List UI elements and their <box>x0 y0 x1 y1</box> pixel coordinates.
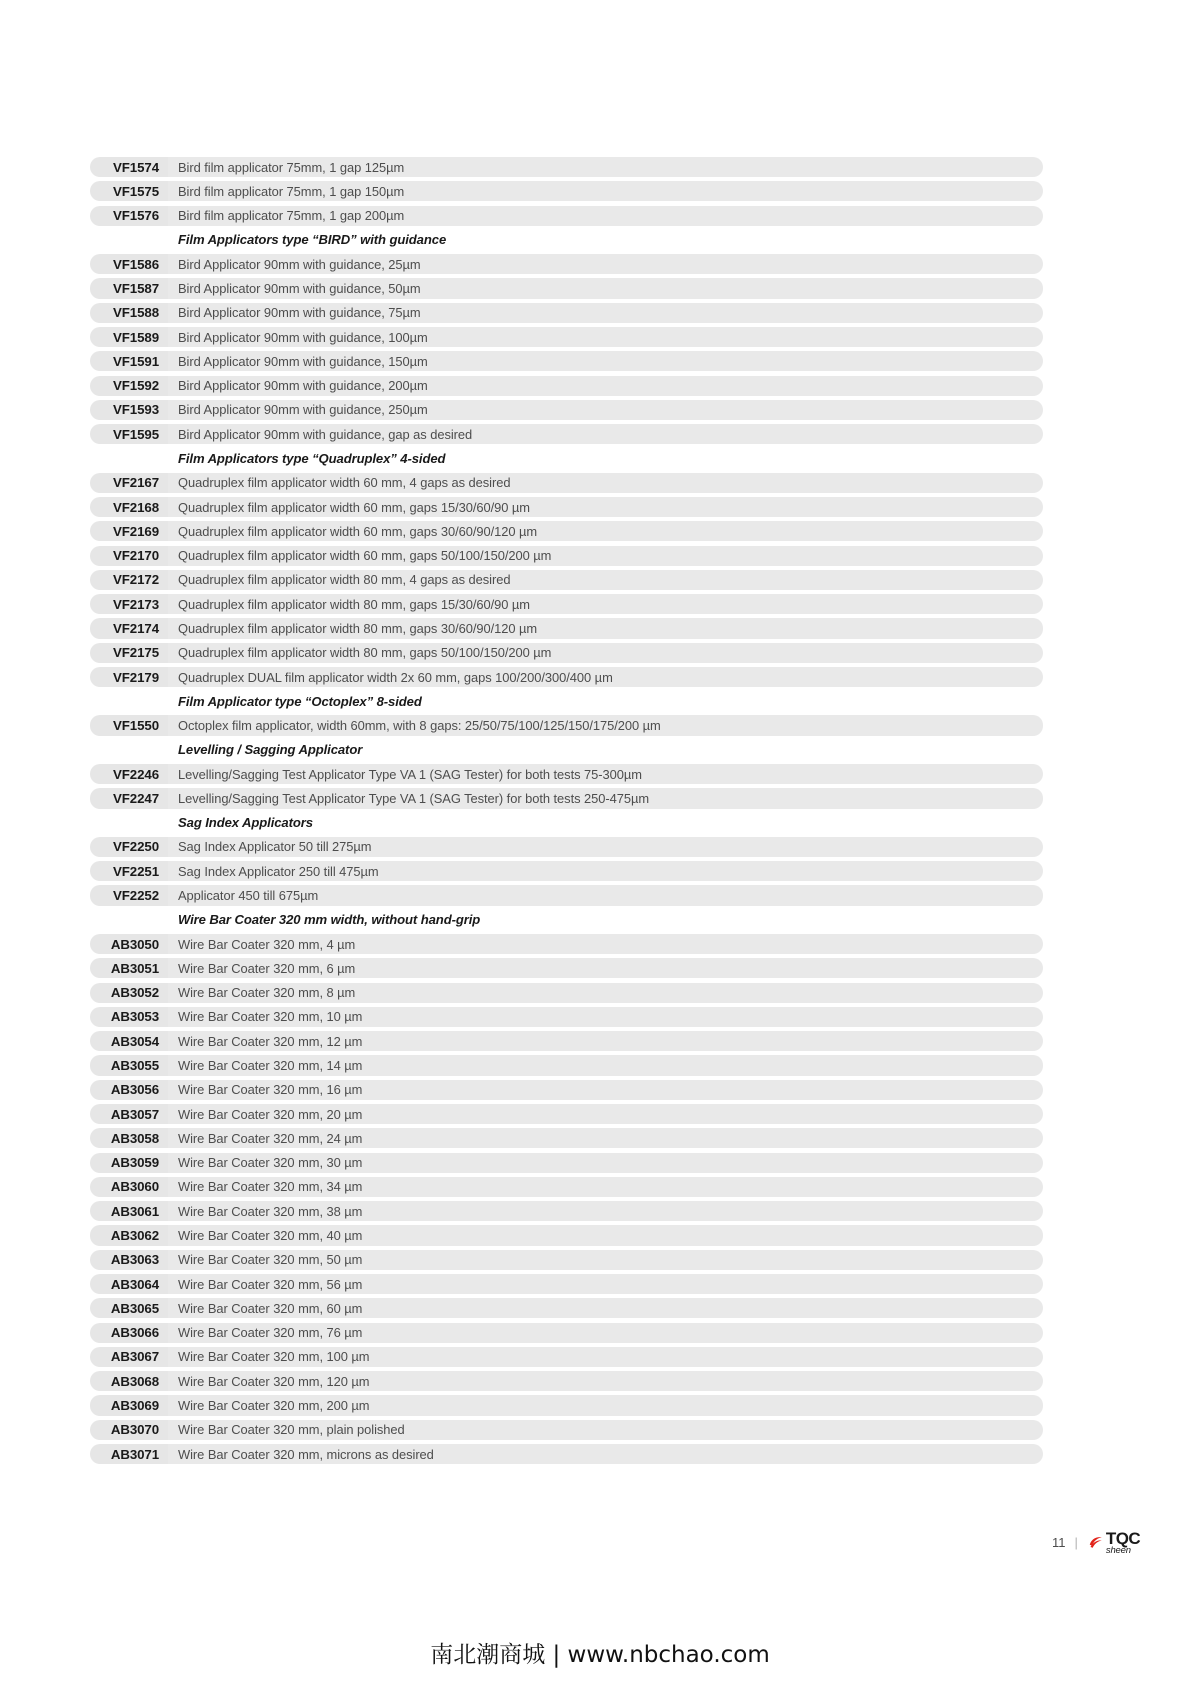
table-row <box>90 351 1043 371</box>
table-row <box>90 643 1043 663</box>
product-description: Quadruplex film applicator width 60 mm, 4 gaps as desired <box>168 473 1043 493</box>
product-description: Quadruplex film applicator width 80 mm, gaps 15/30/60/90 µm <box>168 594 1043 614</box>
product-description: Levelling/Sagging Test Applicator Type VA 1 (SAG Tester) for both tests 75-300µm <box>168 764 1043 784</box>
product-description: Wire Bar Coater 320 mm, 16 µm <box>168 1080 1043 1100</box>
table-row <box>90 1104 1043 1124</box>
product-description: Bird film applicator 75mm, 1 gap 200µm <box>168 206 1043 226</box>
product-description: Applicator 450 till 675µm <box>168 885 1043 905</box>
product-code: AB3065 <box>90 1298 168 1318</box>
product-code: VF2170 <box>90 546 168 566</box>
table-row <box>90 1055 1043 1075</box>
product-code: AB3052 <box>90 983 168 1003</box>
table-row <box>90 303 1043 323</box>
product-description: Wire Bar Coater 320 mm, 20 µm <box>168 1104 1043 1124</box>
logo-tqc-text: TQC <box>1105 1528 1140 1548</box>
section-header-label: Sag Index Applicators <box>178 815 313 831</box>
product-code <box>90 813 168 833</box>
product-code <box>90 910 168 930</box>
table-row <box>90 254 1043 274</box>
product-code: AB3063 <box>90 1250 168 1270</box>
product-description: Sag Index Applicator 50 till 275µm <box>168 837 1043 857</box>
tqc-sheen-logo <box>1087 1528 1140 1556</box>
product-code <box>90 448 168 468</box>
table-row <box>90 278 1043 298</box>
product-description: Wire Bar Coater 320 mm, microns as desired <box>168 1444 1043 1464</box>
product-description: Quadruplex film applicator width 80 mm, gaps 50/100/150/200 µm <box>168 643 1043 663</box>
table-row <box>90 497 1043 517</box>
product-description: Quadruplex film applicator width 60 mm, gaps 15/30/60/90 µm <box>168 497 1043 517</box>
product-code: AB3061 <box>90 1201 168 1221</box>
table-row <box>90 1274 1043 1294</box>
product-code: VF2173 <box>90 594 168 614</box>
product-description: Wire Bar Coater 320 mm, 34 µm <box>168 1177 1043 1197</box>
product-code: VF2247 <box>90 788 168 808</box>
product-description: Sag Index Applicator 250 till 475µm <box>168 861 1043 881</box>
table-row <box>90 958 1043 978</box>
table-row <box>90 376 1043 396</box>
product-code: AB3050 <box>90 934 168 954</box>
section-header-label: Film Applicators type “BIRD” with guidance <box>178 232 447 248</box>
product-code: AB3070 <box>90 1420 168 1440</box>
product-description: Wire Bar Coater 320 mm, 30 µm <box>168 1153 1043 1173</box>
table-row <box>90 181 1043 201</box>
site-watermark: 南北潮商城 | www.nbchao.com <box>430 1642 770 1668</box>
table-row <box>90 206 1043 226</box>
table-row <box>90 546 1043 566</box>
section-header-row <box>90 740 1043 760</box>
product-description: Bird Applicator 90mm with guidance, 75µm <box>168 303 1043 323</box>
product-description: Wire Bar Coater 320 mm, 6 µm <box>168 958 1043 978</box>
section-header-label: Film Applicators type “Quadruplex” 4-sided <box>178 450 446 466</box>
product-code: AB3068 <box>90 1371 168 1391</box>
product-description: Wire Bar Coater 320 mm, 120 µm <box>168 1371 1043 1391</box>
product-description: Wire Bar Coater 320 mm, 24 µm <box>168 1128 1043 1148</box>
table-row <box>90 1371 1043 1391</box>
page-footer <box>1052 1528 1140 1556</box>
product-description: Wire Bar Coater 320 mm, 8 µm <box>168 983 1043 1003</box>
table-row <box>90 594 1043 614</box>
product-code: AB3051 <box>90 958 168 978</box>
product-code: VF1588 <box>90 303 168 323</box>
product-description: Bird Applicator 90mm with guidance, 50µm <box>168 278 1043 298</box>
table-row <box>90 837 1043 857</box>
product-description: Wire Bar Coater 320 mm, 76 µm <box>168 1323 1043 1343</box>
table-row <box>90 1250 1043 1270</box>
table-row <box>90 1395 1043 1415</box>
product-code: AB3057 <box>90 1104 168 1124</box>
product-description: Quadruplex film applicator width 80 mm, 4 gaps as desired <box>168 570 1043 590</box>
product-code: VF2167 <box>90 473 168 493</box>
product-description: Bird Applicator 90mm with guidance, 100µm <box>168 327 1043 347</box>
product-code: VF1593 <box>90 400 168 420</box>
product-code: VF2179 <box>90 667 168 687</box>
page-number: 11 <box>1052 1535 1066 1551</box>
product-code: VF2246 <box>90 764 168 784</box>
product-description: Bird Applicator 90mm with guidance, 150µm <box>168 351 1043 371</box>
product-code: AB3058 <box>90 1128 168 1148</box>
logo-sheen-text: sheen <box>1105 1544 1131 1556</box>
product-code: VF1574 <box>90 157 168 177</box>
table-row <box>90 157 1043 177</box>
product-code: AB3066 <box>90 1323 168 1343</box>
table-row <box>90 1225 1043 1245</box>
product-code: AB3071 <box>90 1444 168 1464</box>
product-code: VF1586 <box>90 254 168 274</box>
product-code: VF1575 <box>90 181 168 201</box>
product-description: Wire Bar Coater 320 mm, plain polished <box>168 1420 1043 1440</box>
product-code: VF1595 <box>90 424 168 444</box>
product-code: VF2168 <box>90 497 168 517</box>
section-header-row <box>90 813 1043 833</box>
product-code: AB3069 <box>90 1395 168 1415</box>
product-code: VF2169 <box>90 521 168 541</box>
product-code <box>90 740 168 760</box>
table-row <box>90 1347 1043 1367</box>
table-row <box>90 764 1043 784</box>
product-description: Levelling/Sagging Test Applicator Type VA 1 (SAG Tester) for both tests 250-475µm <box>168 788 1043 808</box>
product-description: Quadruplex DUAL film applicator width 2x 60 mm, gaps 100/200/300/400 µm <box>168 667 1043 687</box>
product-description: Wire Bar Coater 320 mm, 200 µm <box>168 1395 1043 1415</box>
swoosh-icon <box>1089 1535 1104 1550</box>
table-row <box>90 400 1043 420</box>
table-row <box>90 861 1043 881</box>
product-description: Wire Bar Coater 320 mm, 14 µm <box>168 1055 1043 1075</box>
product-description: Wire Bar Coater 320 mm, 56 µm <box>168 1274 1043 1294</box>
product-code: AB3053 <box>90 1007 168 1027</box>
section-header-label: Wire Bar Coater 320 mm width, without hand-grip <box>178 912 481 928</box>
table-row <box>90 667 1043 687</box>
section-header-row <box>90 691 1043 711</box>
product-code: VF2251 <box>90 861 168 881</box>
product-description: Wire Bar Coater 320 mm, 38 µm <box>168 1201 1043 1221</box>
product-description: Quadruplex film applicator width 60 mm, gaps 30/60/90/120 µm <box>168 521 1043 541</box>
table-row <box>90 715 1043 735</box>
product-code: VF2250 <box>90 837 168 857</box>
table-row <box>90 788 1043 808</box>
table-row <box>90 1298 1043 1318</box>
section-header-label: Levelling / Sagging Applicator <box>178 742 363 758</box>
product-code: AB3056 <box>90 1080 168 1100</box>
table-row <box>90 1323 1043 1343</box>
product-description: Quadruplex film applicator width 60 mm, gaps 50/100/150/200 µm <box>168 546 1043 566</box>
product-description: Wire Bar Coater 320 mm, 40 µm <box>168 1225 1043 1245</box>
product-code: AB3060 <box>90 1177 168 1197</box>
footer-divider: | <box>1074 1535 1078 1551</box>
table-row <box>90 1153 1043 1173</box>
product-code: VF1592 <box>90 376 168 396</box>
table-row <box>90 473 1043 493</box>
table-row <box>90 1128 1043 1148</box>
table-row <box>90 327 1043 347</box>
product-description: Wire Bar Coater 320 mm, 60 µm <box>168 1298 1043 1318</box>
product-description: Bird Applicator 90mm with guidance, 250µm <box>168 400 1043 420</box>
product-code: AB3054 <box>90 1031 168 1051</box>
section-header-label: Film Applicator type “Octoplex” 8-sided <box>178 693 422 709</box>
logo-wordmark <box>1105 1528 1140 1556</box>
product-code: VF2252 <box>90 885 168 905</box>
table-row <box>90 885 1043 905</box>
table-row <box>90 1177 1043 1197</box>
product-code <box>90 691 168 711</box>
table-row <box>90 1201 1043 1221</box>
product-description: Wire Bar Coater 320 mm, 50 µm <box>168 1250 1043 1270</box>
table-row <box>90 521 1043 541</box>
table-row <box>90 1444 1043 1464</box>
product-code: VF2175 <box>90 643 168 663</box>
product-catalog-table <box>90 157 1043 1468</box>
product-description: Wire Bar Coater 320 mm, 10 µm <box>168 1007 1043 1027</box>
product-description: Bird film applicator 75mm, 1 gap 150µm <box>168 181 1043 201</box>
table-row <box>90 1420 1043 1440</box>
table-row <box>90 983 1043 1003</box>
section-header-row <box>90 910 1043 930</box>
product-description: Wire Bar Coater 320 mm, 4 µm <box>168 934 1043 954</box>
product-description: Bird Applicator 90mm with guidance, 200µm <box>168 376 1043 396</box>
product-code: VF2172 <box>90 570 168 590</box>
section-header-row <box>90 448 1043 468</box>
product-code: VF1589 <box>90 327 168 347</box>
product-description: Wire Bar Coater 320 mm, 12 µm <box>168 1031 1043 1051</box>
product-description: Bird film applicator 75mm, 1 gap 125µm <box>168 157 1043 177</box>
table-row <box>90 618 1043 638</box>
product-code: VF2174 <box>90 618 168 638</box>
product-code <box>90 230 168 250</box>
product-code: AB3062 <box>90 1225 168 1245</box>
product-description: Bird Applicator 90mm with guidance, 25µm <box>168 254 1043 274</box>
product-description: Bird Applicator 90mm with guidance, gap as desired <box>168 424 1043 444</box>
table-row <box>90 1080 1043 1100</box>
product-description: Octoplex film applicator, width 60mm, with 8 gaps: 25/50/75/100/125/150/175/200 µm <box>168 715 1043 735</box>
product-description: Wire Bar Coater 320 mm, 100 µm <box>168 1347 1043 1367</box>
product-code: AB3067 <box>90 1347 168 1367</box>
table-row <box>90 424 1043 444</box>
product-code: VF1550 <box>90 715 168 735</box>
product-code: VF1587 <box>90 278 168 298</box>
product-code: VF1576 <box>90 206 168 226</box>
product-code: VF1591 <box>90 351 168 371</box>
product-description: Quadruplex film applicator width 80 mm, gaps 30/60/90/120 µm <box>168 618 1043 638</box>
product-code: AB3064 <box>90 1274 168 1294</box>
table-row <box>90 570 1043 590</box>
table-row <box>90 1007 1043 1027</box>
product-code: AB3059 <box>90 1153 168 1173</box>
table-row <box>90 934 1043 954</box>
section-header-row <box>90 230 1043 250</box>
product-code: AB3055 <box>90 1055 168 1075</box>
table-row <box>90 1031 1043 1051</box>
